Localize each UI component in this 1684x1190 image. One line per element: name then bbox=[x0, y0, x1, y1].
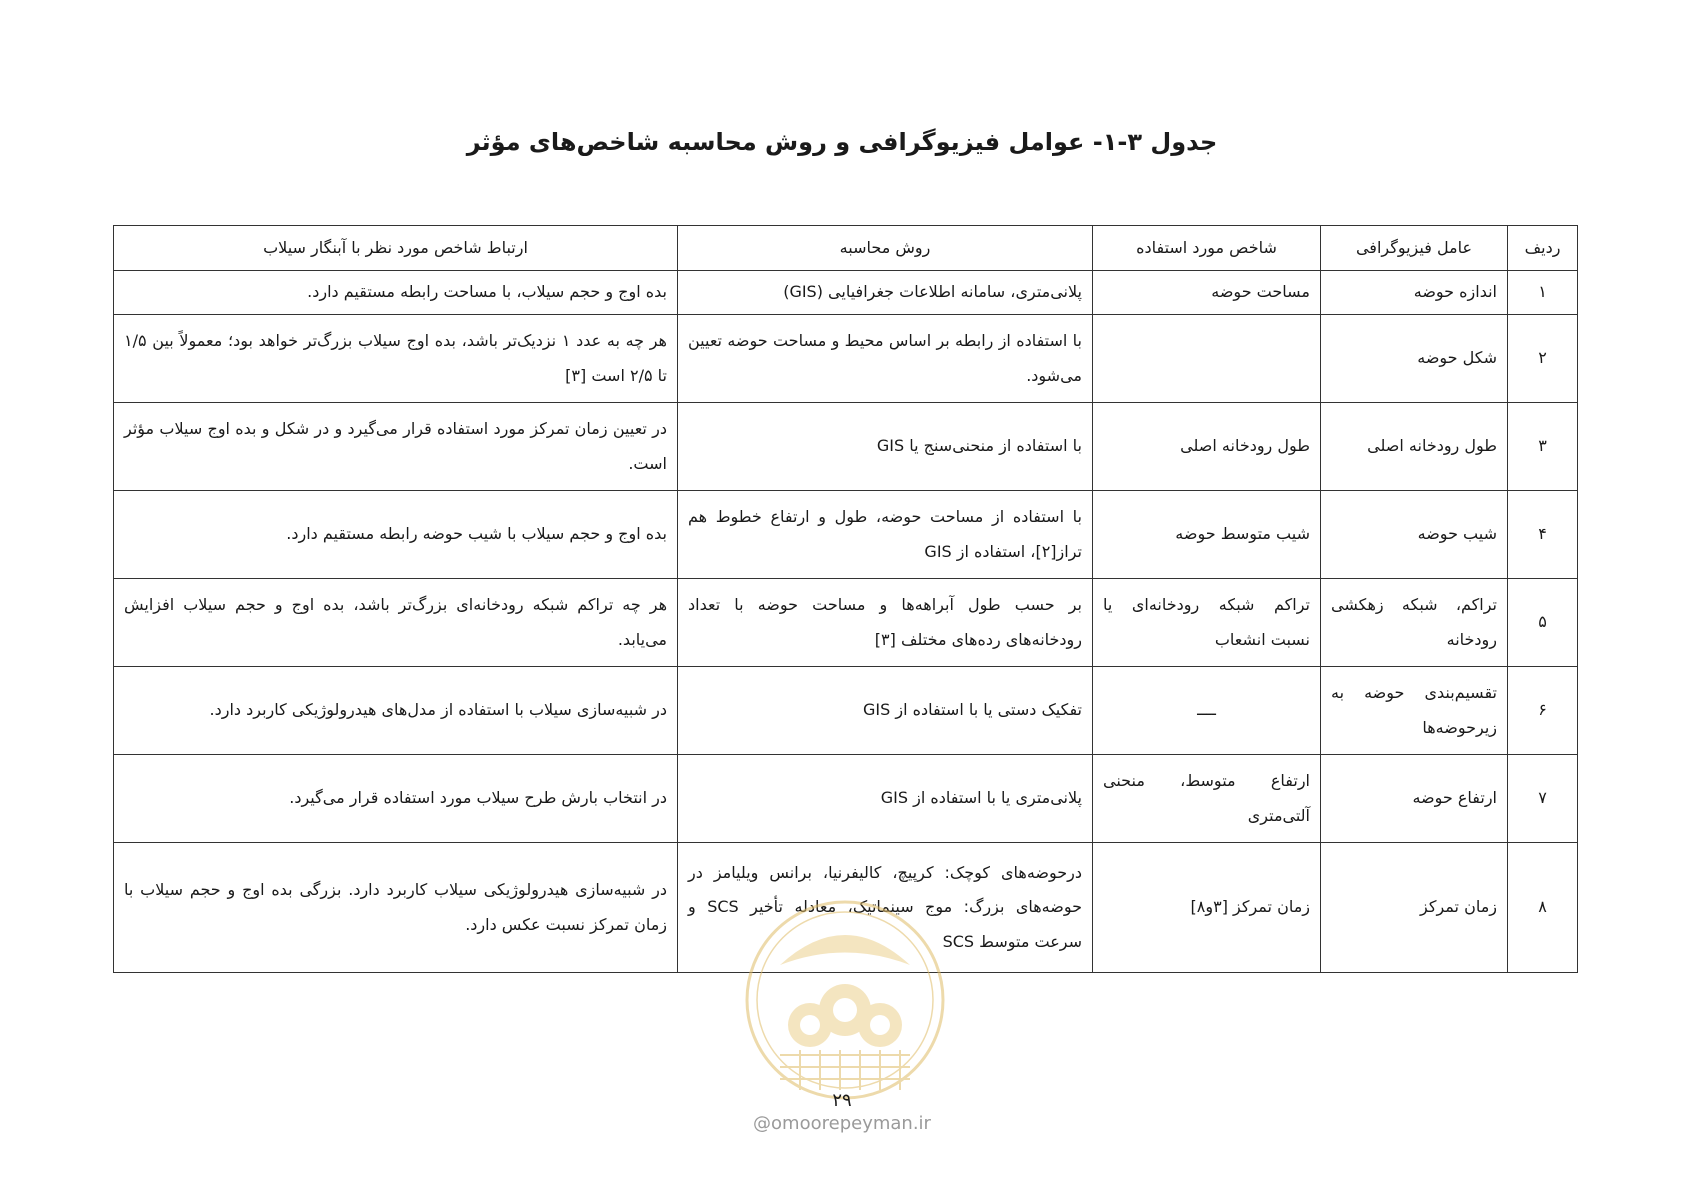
cell-row-no: ۶ bbox=[1508, 667, 1578, 755]
table-row bbox=[114, 843, 1578, 973]
table-row bbox=[114, 403, 1578, 491]
table-row bbox=[114, 755, 1578, 843]
cell-factor: شکل حوضه bbox=[1321, 315, 1508, 403]
cell-index bbox=[1093, 315, 1321, 403]
cell-method: با استفاده از رابطه بر اساس محیط و مساحت حوضه تعیین می‌شود. bbox=[678, 315, 1093, 403]
cell-index: ــــ bbox=[1093, 667, 1321, 755]
cell-method: با استفاده از منحنی‌سنج یا GIS bbox=[678, 403, 1093, 491]
cell-row-no: ۷ bbox=[1508, 755, 1578, 843]
cell-relation: در انتخاب بارش طرح سیلاب مورد استفاده قرار می‌گیرد. bbox=[114, 755, 678, 843]
cell-factor: تراکم، شبکه زهکشی رودخانه bbox=[1321, 579, 1508, 667]
header-row-no: ردیف bbox=[1508, 226, 1578, 271]
site-watermark-text: @omoorepeyman.ir bbox=[753, 1113, 931, 1134]
cell-factor: طول رودخانه اصلی bbox=[1321, 403, 1508, 491]
cell-row-no: ۸ bbox=[1508, 843, 1578, 973]
cell-factor: زمان تمرکز bbox=[1321, 843, 1508, 973]
page-number: ۲۹ bbox=[832, 1090, 852, 1111]
cell-factor: اندازه حوضه bbox=[1321, 271, 1508, 315]
cell-index: زمان تمرکز [۳و۸] bbox=[1093, 843, 1321, 973]
cell-row-no: ۳ bbox=[1508, 403, 1578, 491]
cell-relation: بده اوج و حجم سیلاب، با مساحت رابطه مستقیم دارد. bbox=[114, 271, 678, 315]
cell-row-no: ۵ bbox=[1508, 579, 1578, 667]
header-factor: عامل فیزیوگرافی bbox=[1321, 226, 1508, 271]
cell-relation: در شبیه‌سازی هیدرولوژیکی سیلاب کاربرد دارد. بزرگی بده اوج و حجم سیلاب با زمان تمرکز نسبت عکس دارد. bbox=[114, 843, 678, 973]
cell-factor: ارتفاع حوضه bbox=[1321, 755, 1508, 843]
cell-relation: در تعیین زمان تمرکز مورد استفاده قرار می‌گیرد و در شکل و بده اوج سیلاب مؤثر است. bbox=[114, 403, 678, 491]
cell-row-no: ۴ bbox=[1508, 491, 1578, 579]
cell-index: مساحت حوضه bbox=[1093, 271, 1321, 315]
table-header-row bbox=[114, 226, 1578, 271]
table-row bbox=[114, 579, 1578, 667]
table-row bbox=[114, 315, 1578, 403]
cell-index: شیب متوسط حوضه bbox=[1093, 491, 1321, 579]
header-index: شاخص مورد استفاده bbox=[1093, 226, 1321, 271]
table-row bbox=[114, 491, 1578, 579]
cell-relation: هر چه تراکم شبکه رودخانه‌ای بزرگ‌تر باشد، بده اوج و حجم سیلاب افزایش می‌یابد. bbox=[114, 579, 678, 667]
cell-relation: در شبیه‌سازی سیلاب با استفاده از مدل‌های هیدرولوژیکی کاربرد دارد. bbox=[114, 667, 678, 755]
header-relation: ارتباط شاخص مورد نظر با آبنگار سیلاب bbox=[114, 226, 678, 271]
table-row bbox=[114, 271, 1578, 315]
physiography-table bbox=[113, 225, 1578, 973]
cell-method: با استفاده از مساحت حوضه، طول و ارتفاع خطوط هم تراز[۲]، استفاده از GIS bbox=[678, 491, 1093, 579]
cell-relation: بده اوج و حجم سیلاب با شیب حوضه رابطه مستقیم دارد. bbox=[114, 491, 678, 579]
cell-factor: شیب حوضه bbox=[1321, 491, 1508, 579]
cell-index: تراکم شبکه رودخانه‌ای یا نسبت انشعاب bbox=[1093, 579, 1321, 667]
cell-row-no: ۲ bbox=[1508, 315, 1578, 403]
table-row bbox=[114, 667, 1578, 755]
header-method: روش محاسبه bbox=[678, 226, 1093, 271]
cell-method: پلانی‌متری یا با استفاده از GIS bbox=[678, 755, 1093, 843]
cell-factor: تقسیم‌بندی حوضه به زیرحوضه‌ها bbox=[1321, 667, 1508, 755]
cell-index: ارتفاع متوسط، منحنی آلتی‌متری bbox=[1093, 755, 1321, 843]
cell-method: پلانی‌متری، سامانه اطلاعات جغرافیایی (GIS) bbox=[678, 271, 1093, 315]
cell-row-no: ۱ bbox=[1508, 271, 1578, 315]
cell-index: طول رودخانه اصلی bbox=[1093, 403, 1321, 491]
table-title: جدول ۳-۱- عوامل فیزیوگرافی و روش محاسبه شاخص‌های مؤثر bbox=[466, 128, 1218, 156]
cell-method: درحوضه‌های کوچک: کرپیچ، کالیفرنیا، برانس ویلیامز در حوضه‌های بزرگ: موج سینماتیک، معادله تأخیر SCS و سرعت متوسط SCS bbox=[678, 843, 1093, 973]
cell-relation: هر چه به عدد ۱ نزدیک‌تر باشد، بده اوج سیلاب بزرگ‌تر خواهد بود؛ معمولاً بین ۱/۵ تا ۲/۵ است [۳] bbox=[114, 315, 678, 403]
cell-method: تفکیک دستی یا با استفاده از GIS bbox=[678, 667, 1093, 755]
cell-method: بر حسب طول آبراهه‌ها و مساحت حوضه با تعداد رودخانه‌های رده‌های مختلف [۳] bbox=[678, 579, 1093, 667]
